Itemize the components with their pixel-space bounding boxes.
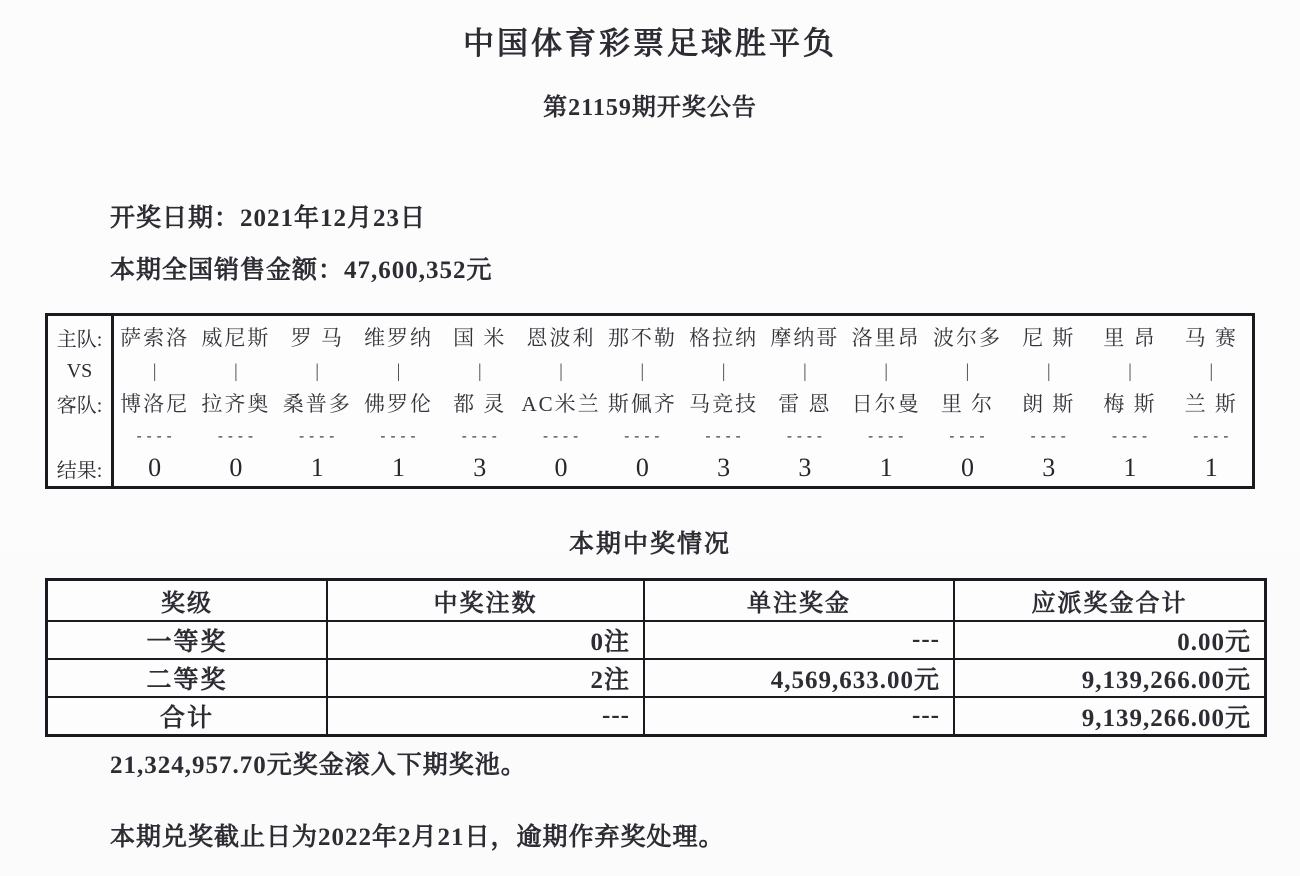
bet-count-cell: --- bbox=[327, 697, 644, 736]
separator-dashes: ---- bbox=[134, 426, 175, 445]
home-team-name: 罗 马 bbox=[290, 326, 344, 350]
away-team-name: 日尔曼 bbox=[851, 392, 921, 416]
match-result-value: 0 bbox=[554, 453, 568, 482]
away-team-name: 兰 斯 bbox=[1184, 392, 1238, 416]
match-column bbox=[1008, 316, 1089, 486]
rollover-text: 21,324,957.70元奖金滚入下期奖池。 bbox=[110, 751, 527, 779]
match-result-value: 1 bbox=[1123, 453, 1137, 482]
prize-level-cell: 一等奖 bbox=[47, 621, 328, 659]
match-column bbox=[439, 316, 520, 486]
away-team-name: 桑普多 bbox=[282, 392, 352, 416]
prize-table bbox=[45, 578, 1267, 737]
single-prize-cell: --- bbox=[644, 697, 954, 736]
prize-table-header-row bbox=[47, 580, 1266, 621]
match-column bbox=[520, 316, 601, 486]
home-team-name: 马 赛 bbox=[1184, 326, 1238, 350]
prize-level-header: 奖级 bbox=[47, 580, 328, 621]
away-team-name: 朗 斯 bbox=[1022, 392, 1076, 416]
away-team-name: 梅 斯 bbox=[1103, 392, 1157, 416]
separator-dashes: ---- bbox=[378, 426, 419, 445]
match-table-row-labels bbox=[48, 316, 114, 486]
prize-section-heading: 本期中奖情况 bbox=[568, 531, 731, 558]
away-team-name: AC米兰 bbox=[521, 392, 601, 416]
match-column bbox=[846, 316, 927, 486]
prize-level-cell: 合计 bbox=[47, 697, 328, 736]
sales-amount-text: 本期全国销售金额：47,600,352元 bbox=[110, 257, 493, 284]
prize-level-cell: 二等奖 bbox=[47, 659, 328, 697]
match-column bbox=[277, 316, 358, 486]
vs-bar: | bbox=[152, 360, 157, 382]
vs-bar: | bbox=[559, 360, 563, 382]
home-team-name: 摩纳哥 bbox=[770, 326, 840, 350]
separator-dashes: ---- bbox=[784, 426, 825, 445]
separator-dashes: ---- bbox=[622, 426, 663, 445]
away-team-name: 马竞技 bbox=[689, 392, 759, 416]
match-column bbox=[195, 316, 276, 486]
page-title: 中国体育彩票足球胜平负 bbox=[463, 26, 837, 61]
match-column bbox=[114, 316, 195, 486]
vs-bar: | bbox=[721, 360, 726, 382]
home-team-name: 里 昂 bbox=[1103, 326, 1157, 350]
match-column bbox=[927, 316, 1008, 486]
match-result-value: 0 bbox=[960, 453, 974, 482]
separator-dashes: ---- bbox=[947, 426, 988, 445]
match-column bbox=[358, 316, 439, 486]
match-results-table bbox=[45, 313, 1255, 489]
separator-dashes: ---- bbox=[1191, 426, 1232, 445]
separator-dashes: ---- bbox=[1028, 426, 1069, 445]
separator-dashes: ---- bbox=[1109, 426, 1151, 445]
home-team-name: 尼 斯 bbox=[1022, 326, 1076, 350]
page-subtitle: 第21159期开奖公告 bbox=[543, 95, 757, 121]
home-team-name: 洛里昂 bbox=[851, 326, 921, 350]
home-team-name: 那不勒 bbox=[607, 326, 677, 350]
home-team-name: 波尔多 bbox=[932, 326, 1002, 350]
home-row-label: 主队: bbox=[56, 328, 103, 351]
single-prize-cell: --- bbox=[644, 621, 954, 659]
vs-bar: | bbox=[965, 360, 970, 382]
away-row-label: 客队: bbox=[56, 394, 103, 417]
match-column bbox=[1171, 316, 1252, 486]
vs-bar: | bbox=[884, 360, 889, 382]
prize-row-first bbox=[47, 621, 1266, 659]
vs-bar: | bbox=[1209, 360, 1214, 382]
away-team-name: 都 灵 bbox=[453, 392, 507, 416]
deadline-text: 本期兑奖截止日为2022年2月21日，逾期作弃奖处理。 bbox=[110, 823, 725, 851]
total-prize-header: 应派奖金合计 bbox=[954, 580, 1266, 621]
result-row-label: 结果: bbox=[56, 459, 103, 482]
match-result-value: 0 bbox=[229, 453, 243, 482]
match-result-value: 0 bbox=[635, 453, 649, 482]
home-team-name: 威尼斯 bbox=[201, 326, 271, 350]
home-team-name: 格拉纳 bbox=[689, 326, 759, 350]
bet-count-cell: 0注 bbox=[327, 621, 644, 659]
bet-count-header: 中奖注数 bbox=[327, 580, 644, 621]
vs-bar: | bbox=[234, 360, 238, 382]
home-team-name: 国 米 bbox=[453, 326, 507, 350]
vs-row-label: VS bbox=[66, 360, 93, 382]
match-result-value: 1 bbox=[391, 453, 405, 482]
total-prize-cell: 0.00元 bbox=[954, 621, 1266, 659]
single-prize-header: 单注奖金 bbox=[644, 580, 954, 621]
separator-dashes: ---- bbox=[703, 426, 744, 445]
match-column bbox=[602, 316, 683, 486]
match-column bbox=[764, 316, 845, 486]
bet-count-cell: 2注 bbox=[327, 659, 644, 697]
vs-bar: | bbox=[1128, 360, 1132, 382]
match-result-value: 1 bbox=[310, 453, 324, 482]
match-result-value: 3 bbox=[1042, 453, 1056, 482]
match-result-value: 0 bbox=[148, 453, 162, 482]
separator-dashes: ---- bbox=[866, 426, 907, 445]
prize-row-total bbox=[47, 697, 1266, 736]
single-prize-cell: 4,569,633.00元 bbox=[644, 659, 954, 697]
vs-bar: | bbox=[640, 360, 645, 382]
vs-bar: | bbox=[396, 360, 401, 382]
match-column bbox=[1089, 316, 1170, 486]
away-team-name: 佛罗伦 bbox=[363, 392, 433, 416]
total-prize-cell: 9,139,266.00元 bbox=[954, 659, 1266, 697]
home-team-name: 萨索洛 bbox=[120, 326, 190, 350]
match-result-value: 1 bbox=[879, 453, 893, 482]
vs-bar: | bbox=[477, 360, 482, 382]
away-team-name: 雷 恩 bbox=[778, 392, 832, 416]
separator-dashes: ---- bbox=[540, 426, 582, 445]
away-team-name: 博洛尼 bbox=[120, 392, 190, 416]
home-team-name: 维罗纳 bbox=[363, 326, 433, 350]
separator-dashes: ---- bbox=[297, 426, 338, 445]
draw-date-text: 开奖日期：2021年12月23日 bbox=[110, 205, 427, 232]
away-team-name: 斯佩齐 bbox=[607, 392, 677, 416]
match-result-value: 3 bbox=[798, 453, 812, 482]
separator-dashes: ---- bbox=[215, 426, 256, 445]
vs-bar: | bbox=[802, 360, 807, 382]
match-result-value: 1 bbox=[1204, 453, 1218, 482]
match-result-value: 3 bbox=[473, 453, 487, 482]
spacer-cell bbox=[48, 421, 111, 450]
total-prize-cell: 9,139,266.00元 bbox=[954, 697, 1266, 736]
match-column bbox=[683, 316, 764, 486]
vs-bar: | bbox=[1046, 360, 1051, 382]
away-team-name: 里 尔 bbox=[940, 392, 995, 416]
home-team-name: 恩波利 bbox=[526, 326, 596, 350]
vs-bar: | bbox=[315, 360, 320, 382]
separator-dashes: ---- bbox=[459, 426, 500, 445]
match-result-value: 3 bbox=[717, 453, 731, 482]
prize-row-second bbox=[47, 659, 1266, 697]
away-team-name: 拉齐奥 bbox=[201, 392, 271, 416]
